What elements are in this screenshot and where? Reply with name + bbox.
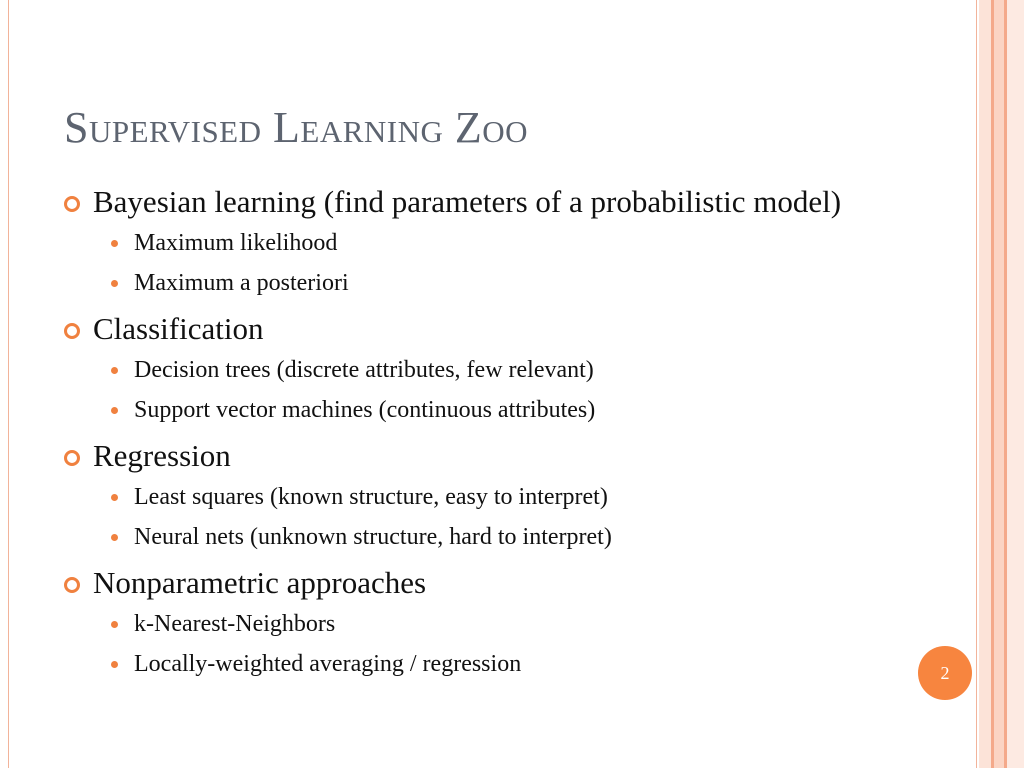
bullet-text: Bayesian learning (find parameters of a probabilistic model) [93, 184, 842, 219]
bullet-item [64, 184, 884, 220]
dot-bullet-icon [111, 661, 118, 668]
dot-bullet-icon [111, 407, 118, 414]
sub-bullet-text: Decision trees (discrete attributes, few relevant) [134, 357, 594, 383]
right-decorative-stripes [976, 0, 1024, 768]
dot-bullet-icon [111, 367, 118, 374]
stripe [994, 0, 1004, 768]
page-number-badge: 2 [918, 646, 972, 700]
bullet-item [64, 438, 884, 474]
sub-bullet-item [64, 477, 884, 517]
ring-bullet-icon [64, 450, 80, 466]
slide-title: Supervised Learning Zoo [64, 103, 529, 152]
dot-bullet-icon [111, 621, 118, 628]
bullet-item [64, 311, 884, 347]
ring-bullet-icon [64, 196, 80, 212]
bullet-text: Nonparametric approaches [93, 565, 427, 600]
sub-bullet-text: Maximum likelihood [134, 230, 338, 256]
dot-bullet-icon [111, 240, 118, 247]
stripe [1007, 0, 1024, 768]
sub-bullet-text: Neural nets (unknown structure, hard to interpret) [134, 524, 612, 550]
sub-bullet-list [64, 350, 884, 430]
sub-bullet-item [64, 223, 884, 263]
stripe [979, 0, 991, 768]
sub-bullet-item [64, 263, 884, 303]
dot-bullet-icon [111, 280, 118, 287]
sub-bullet-item [64, 644, 884, 684]
sub-bullet-text: Locally-weighted averaging / regression [134, 651, 522, 677]
sub-bullet-list [64, 604, 884, 684]
bullet-text: Classification [93, 311, 264, 346]
sub-bullet-item [64, 604, 884, 644]
sub-bullet-text: k-Nearest-Neighbors [134, 611, 336, 637]
stripe [976, 0, 977, 768]
sub-bullet-text: Support vector machines (continuous attributes) [134, 397, 596, 423]
sub-bullet-text: Least squares (known structure, easy to interpret) [134, 484, 608, 510]
left-border-line [8, 0, 9, 768]
sub-bullet-item [64, 517, 884, 557]
dot-bullet-icon [111, 494, 118, 501]
bullet-item [64, 565, 884, 601]
bullet-text: Regression [93, 438, 231, 473]
sub-bullet-list [64, 477, 884, 557]
ring-bullet-icon [64, 577, 80, 593]
bullet-list [64, 184, 884, 692]
ring-bullet-icon [64, 323, 80, 339]
sub-bullet-list [64, 223, 884, 303]
sub-bullet-item [64, 390, 884, 430]
sub-bullet-item [64, 350, 884, 390]
dot-bullet-icon [111, 534, 118, 541]
sub-bullet-text: Maximum a posteriori [134, 270, 349, 296]
